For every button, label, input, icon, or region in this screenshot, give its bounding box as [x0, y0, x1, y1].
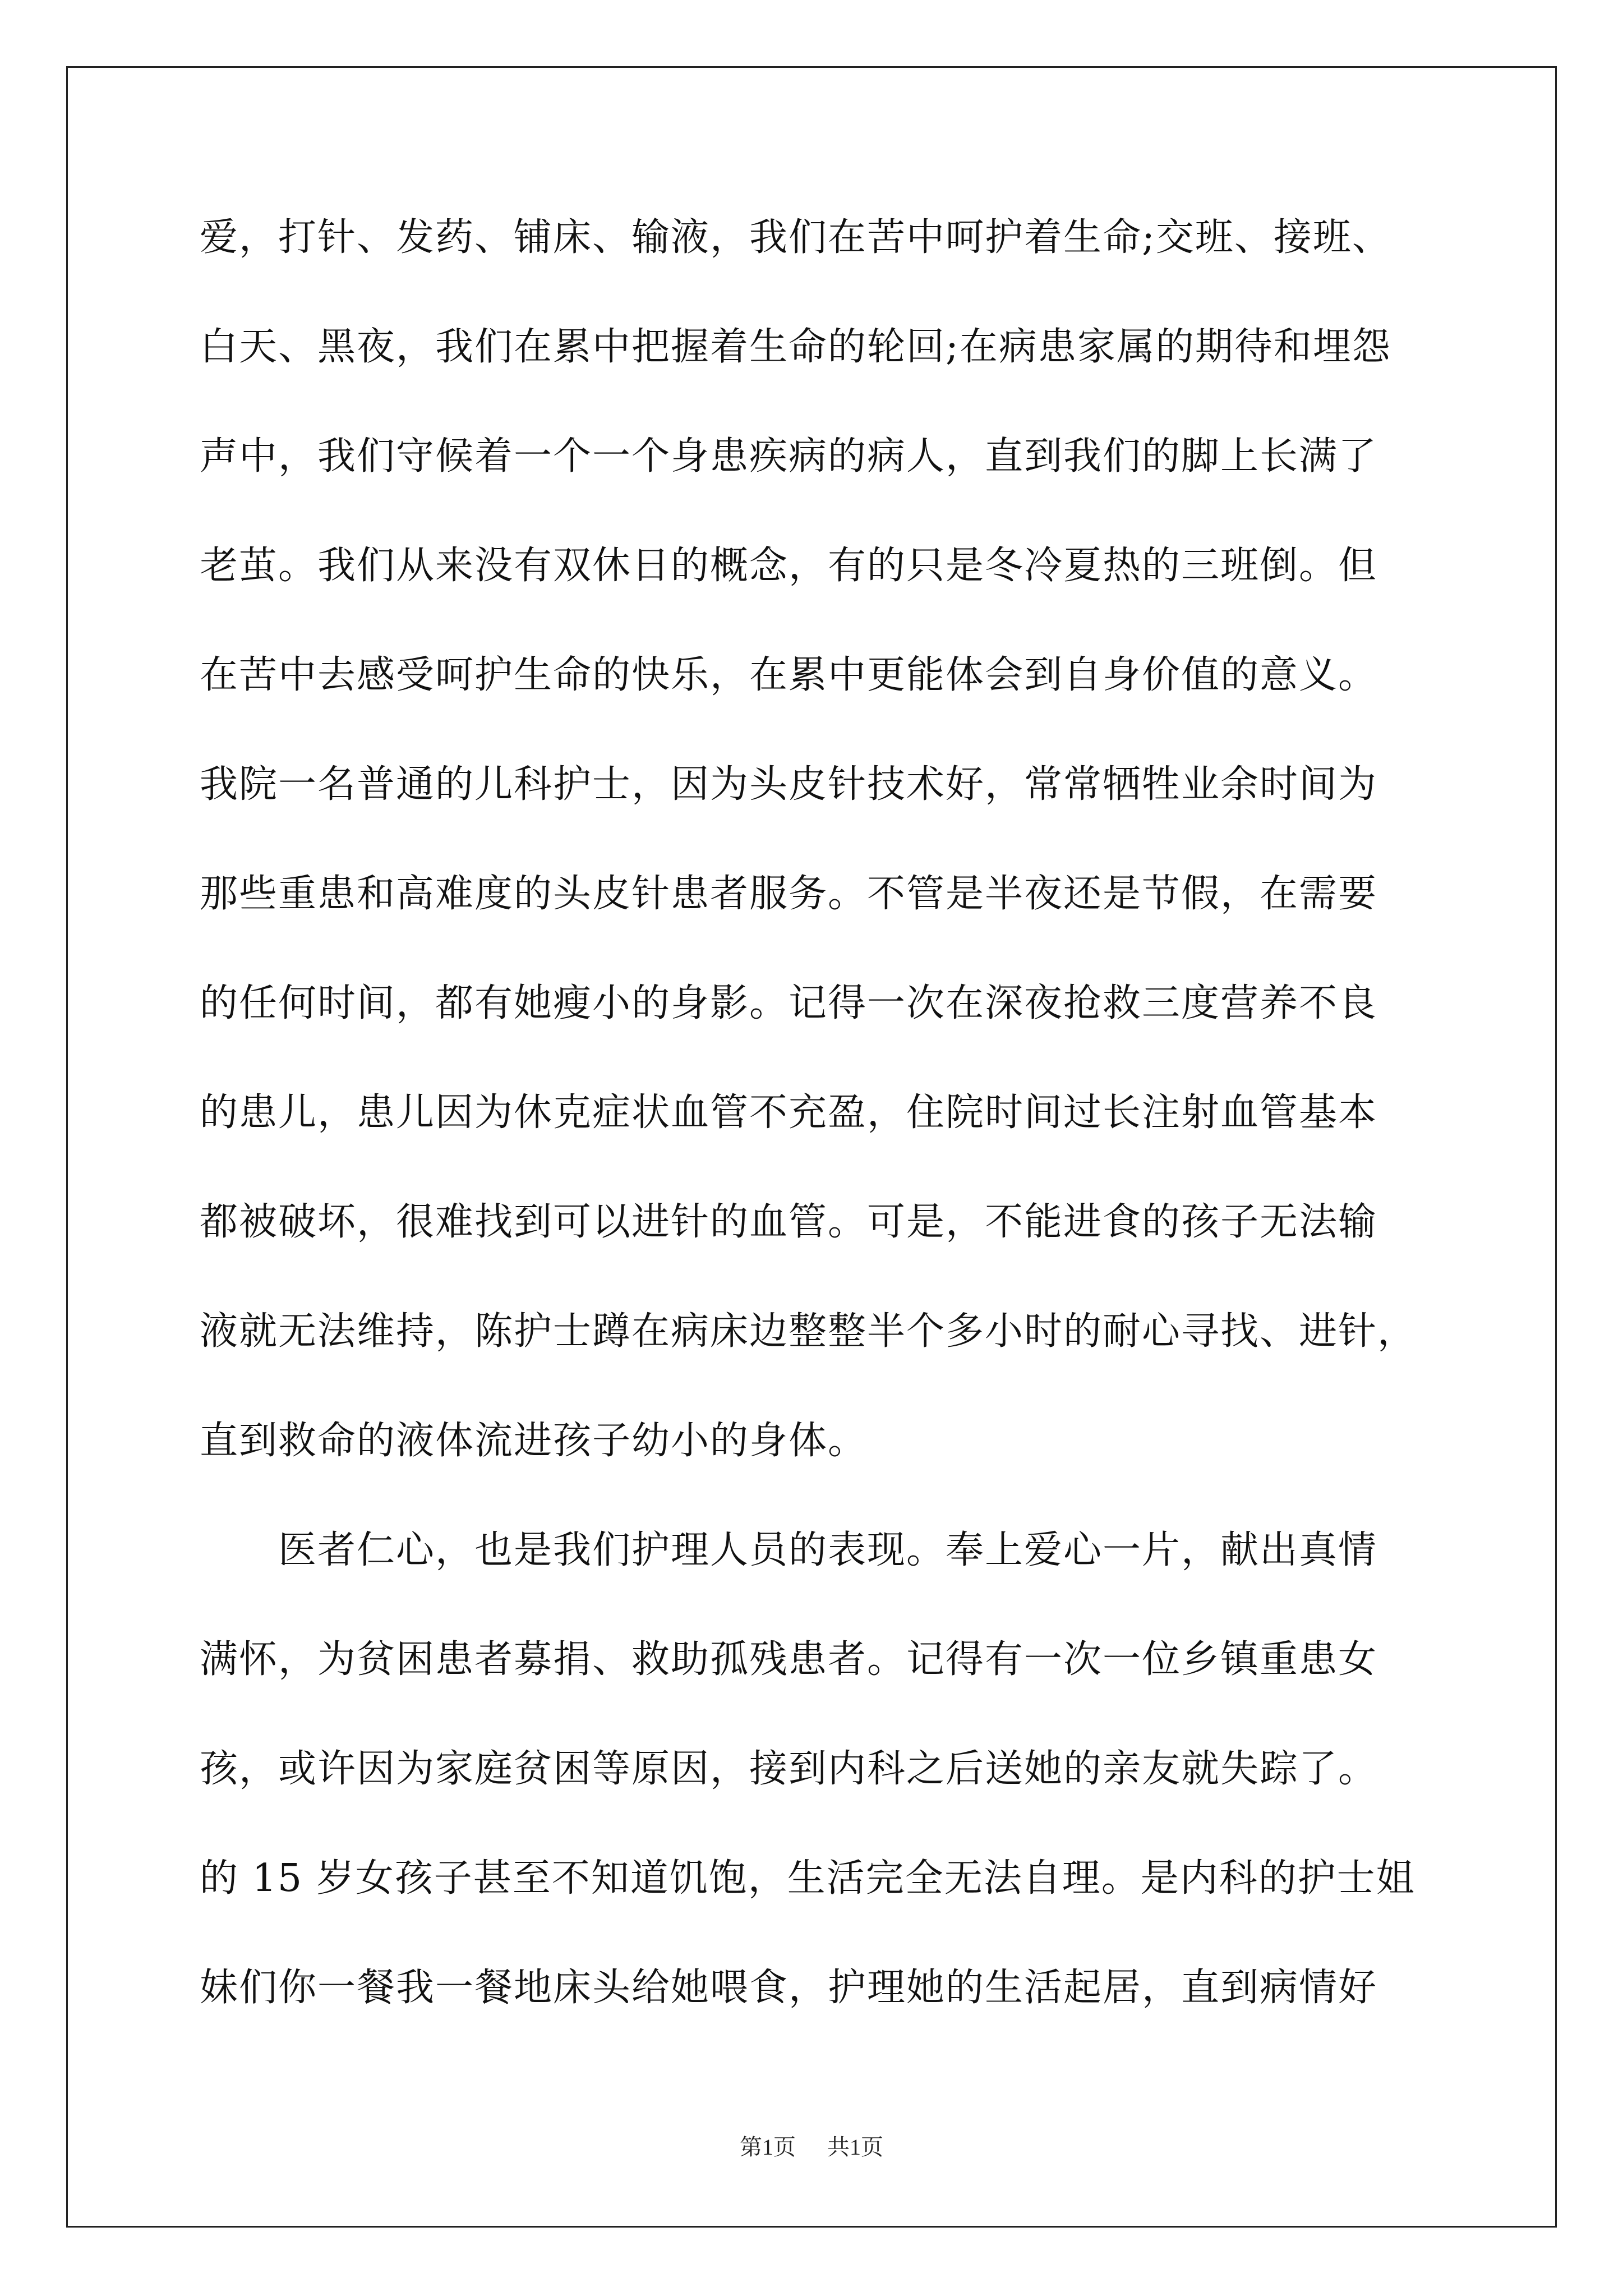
text-line: 的患儿，患儿因为休克症状血管不充盈，住院时间过长注射血管基本	[200, 1091, 1378, 1135]
page-footer	[0, 2129, 1623, 2161]
text-line: 满怀，为贫困患者募捐、救助孤残患者。记得有一次一位乡镇重患女	[200, 1637, 1378, 1682]
text-line: 孩，或许因为家庭贫困等原因，接到内科之后送她的亲友就失踪了。	[200, 1747, 1378, 1791]
text-line: 的 15 岁女孩子甚至不知道饥饱，生活完全无法自理。是内科的护士姐	[200, 1856, 1415, 1901]
text-line: 的任何时间，都有她瘦小的身影。记得一次在深夜抢救三度营养不良	[200, 981, 1378, 1025]
text-line: 医者仁心，也是我们护理人员的表现。奉上爱心一片，献出真情	[200, 1528, 1378, 1572]
text-line: 老茧。我们从来没有双休日的概念，有的只是冬冷夏热的三班倒。但	[200, 544, 1378, 588]
text-line: 那些重患和高难度的头皮针患者服务。不管是半夜还是节假，在需要	[200, 872, 1378, 916]
text-line: 爱，打针、发药、铺床、输液，我们在苦中呵护着生命;交班、接班、	[200, 215, 1391, 260]
page-total-label: 共1页	[827, 2134, 883, 2160]
text-line: 妹们你一餐我一餐地床头给她喂食，护理她的生活起居，直到病情好	[200, 1966, 1378, 2010]
page-current-label: 第1页	[740, 2134, 796, 2160]
document-body	[200, 210, 1445, 2070]
text-line: 白天、黑夜，我们在累中把握着生命的轮回;在病患家属的期待和埋怨	[200, 325, 1391, 369]
text-line: 都被破坏，很难找到可以进针的血管。可是，不能进食的孩子无法输	[200, 1200, 1378, 1244]
text-line: 声中，我们守候着一个一个身患疾病的病人，直到我们的脚上长满了	[200, 434, 1378, 478]
text-line: 直到救命的液体流进孩子幼小的身体。	[200, 1419, 868, 1463]
text-line: 我院一名普通的儿科护士，因为头皮针技术好，常常牺牲业余时间为	[200, 762, 1378, 807]
text-line: 液就无法维持，陈护士蹲在病床边整整半个多小时的耐心寻找、进针，	[200, 1309, 1417, 1354]
text-line: 在苦中去感受呵护生命的快乐，在累中更能体会到自身价值的意义。	[200, 653, 1378, 697]
